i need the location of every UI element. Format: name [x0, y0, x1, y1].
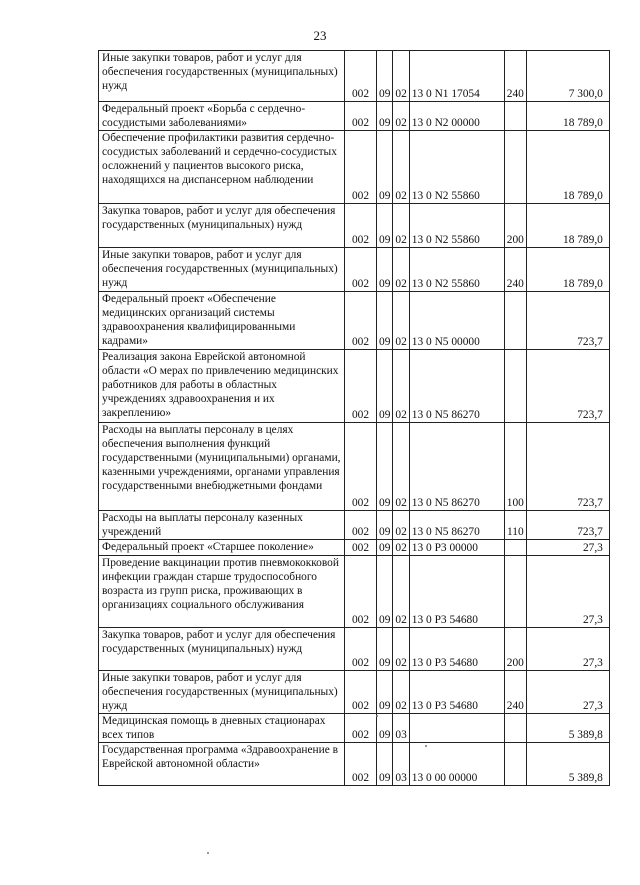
- expense-type-cell: [504, 131, 526, 204]
- section-code-cell: 09: [377, 292, 393, 350]
- section-code-cell: 09: [377, 671, 393, 714]
- subsection-code-cell: 03: [393, 743, 409, 786]
- target-article-cell: 13 0 P3 00000: [409, 540, 504, 556]
- table-row: [99, 628, 610, 671]
- expense-type-cell: [504, 292, 526, 350]
- table-row: [99, 423, 610, 511]
- expense-type-cell: [504, 350, 526, 423]
- subsection-code-cell: 02: [393, 131, 409, 204]
- target-article-cell: 13 0 00 00000: [409, 743, 504, 786]
- amount-cell: 27,3: [526, 671, 609, 714]
- target-article-cell: 13 0 P3 54680: [409, 556, 504, 628]
- amount-cell: 723,7: [526, 292, 609, 350]
- subsection-code-cell: 02: [393, 540, 409, 556]
- target-article-cell: [409, 714, 504, 743]
- expense-type-cell: [504, 102, 526, 131]
- amount-cell: 18 789,0: [526, 204, 609, 248]
- page-number: 23: [313, 28, 327, 43]
- section-code-cell: 09: [377, 204, 393, 248]
- subsection-code-cell: 02: [393, 248, 409, 292]
- scan-speck: [425, 745, 427, 747]
- department-code-cell: 002: [345, 292, 377, 350]
- department-code-cell: 002: [345, 714, 377, 743]
- section-code-cell: 09: [377, 248, 393, 292]
- department-code-cell: 002: [345, 671, 377, 714]
- expense-name-cell: Проведение вакцинации против пневмококковой инфекции граждан старше трудоспособного возраста из групп риска, проживающих в организациях социального обслуживания: [99, 556, 345, 628]
- department-code-cell: 002: [345, 350, 377, 423]
- target-article-cell: 13 0 N2 55860: [409, 131, 504, 204]
- expense-type-cell: 200: [504, 628, 526, 671]
- expense-name-cell: Федеральный проект «Борьба с сердечно-сосудистыми заболеваниями»: [99, 102, 345, 131]
- expense-type-cell: [504, 540, 526, 556]
- subsection-code-cell: 02: [393, 204, 409, 248]
- subsection-code-cell: 02: [393, 628, 409, 671]
- subsection-code-cell: 02: [393, 102, 409, 131]
- expense-type-cell: 100: [504, 423, 526, 511]
- expense-name-cell: Реализация закона Еврейской автономной области «О мерах по привлечению медицинских работников для работы в областных учреждениях здравоохранения и их закреплению»: [99, 350, 345, 423]
- target-article-cell: 13 0 N1 17054: [409, 51, 504, 102]
- department-code-cell: 002: [345, 423, 377, 511]
- subsection-code-cell: 02: [393, 671, 409, 714]
- expense-name-cell: Закупка товаров, работ и услуг для обеспечения государственных (муниципальных) нужд: [99, 628, 345, 671]
- table-row: [99, 556, 610, 628]
- amount-cell: 27,3: [526, 540, 609, 556]
- department-code-cell: 002: [345, 540, 377, 556]
- expense-name-cell: Иные закупки товаров, работ и услуг для обеспечения государственных (муниципальных) нужд: [99, 671, 345, 714]
- expense-type-cell: 200: [504, 204, 526, 248]
- target-article-cell: 13 0 N2 00000: [409, 102, 504, 131]
- amount-cell: 18 789,0: [526, 248, 609, 292]
- section-code-cell: 09: [377, 131, 393, 204]
- table-row: [99, 540, 610, 556]
- department-code-cell: 002: [345, 628, 377, 671]
- department-code-cell: 002: [345, 131, 377, 204]
- target-article-cell: 13 0 N2 55860: [409, 248, 504, 292]
- section-code-cell: 09: [377, 540, 393, 556]
- department-code-cell: 002: [345, 248, 377, 292]
- section-code-cell: 09: [377, 350, 393, 423]
- table-row: [99, 204, 610, 248]
- section-code-cell: 09: [377, 51, 393, 102]
- amount-cell: 27,3: [526, 628, 609, 671]
- amount-cell: 18 789,0: [526, 102, 609, 131]
- expense-name-cell: Федеральный проект «Старшее поколение»: [99, 540, 345, 556]
- subsection-code-cell: 02: [393, 556, 409, 628]
- expense-name-cell: Государственная программа «Здравоохранение в Еврейской автономной области»: [99, 743, 345, 786]
- section-code-cell: 09: [377, 423, 393, 511]
- expense-name-cell: Иные закупки товаров, работ и услуг для обеспечения государственных (муниципальных) нужд: [99, 248, 345, 292]
- expense-type-cell: 240: [504, 671, 526, 714]
- amount-cell: 5 389,8: [526, 743, 609, 786]
- expense-name-cell: Обеспечение профилактики развития сердечно-сосудистых заболеваний и сердечно-сосудистых осложнений у пациентов высокого риска, находящихся на диспансерном наблюдении: [99, 131, 345, 204]
- amount-cell: 723,7: [526, 511, 609, 540]
- expense-name-cell: Закупка товаров, работ и услуг для обеспечения государственных (муниципальных) нужд: [99, 204, 345, 248]
- table-row: [99, 350, 610, 423]
- table-row: [99, 714, 610, 743]
- expense-type-cell: [504, 743, 526, 786]
- section-code-cell: 09: [377, 102, 393, 131]
- subsection-code-cell: 02: [393, 350, 409, 423]
- expense-type-cell: 240: [504, 248, 526, 292]
- budget-table: [98, 50, 610, 786]
- table-row: [99, 511, 610, 540]
- table-row: [99, 102, 610, 131]
- amount-cell: 18 789,0: [526, 131, 609, 204]
- amount-cell: 7 300,0: [526, 51, 609, 102]
- table-row: [99, 131, 610, 204]
- expense-type-cell: [504, 714, 526, 743]
- expense-type-cell: 240: [504, 51, 526, 102]
- section-code-cell: 09: [377, 556, 393, 628]
- scan-speck: [376, 715, 378, 717]
- target-article-cell: 13 0 N5 00000: [409, 292, 504, 350]
- subsection-code-cell: 03: [393, 714, 409, 743]
- table-row: [99, 292, 610, 350]
- department-code-cell: 002: [345, 743, 377, 786]
- expense-name-cell: Расходы на выплаты персоналу в целях обеспечения выполнения функций государственными (муниципальными) органами, казенными учреждениями, органами управления государственными внебюджетными фондами: [99, 423, 345, 511]
- expense-name-cell: Федеральный проект «Обеспечение медицинских организаций системы здравоохранения квалифицированными кадрами»: [99, 292, 345, 350]
- department-code-cell: 002: [345, 102, 377, 131]
- table-row: [99, 743, 610, 786]
- subsection-code-cell: 02: [393, 511, 409, 540]
- scan-speck: [207, 852, 209, 854]
- table-row: [99, 248, 610, 292]
- table-row: [99, 51, 610, 102]
- subsection-code-cell: 02: [393, 292, 409, 350]
- department-code-cell: 002: [345, 511, 377, 540]
- amount-cell: 27,3: [526, 556, 609, 628]
- expense-name-cell: Расходы на выплаты персоналу казенных учреждений: [99, 511, 345, 540]
- amount-cell: 723,7: [526, 350, 609, 423]
- target-article-cell: 13 0 N5 86270: [409, 423, 504, 511]
- department-code-cell: 002: [345, 51, 377, 102]
- subsection-code-cell: 02: [393, 51, 409, 102]
- amount-cell: 723,7: [526, 423, 609, 511]
- section-code-cell: 09: [377, 714, 393, 743]
- expense-name-cell: Медицинская помощь в дневных стационарах всех типов: [99, 714, 345, 743]
- section-code-cell: 09: [377, 628, 393, 671]
- department-code-cell: 002: [345, 556, 377, 628]
- target-article-cell: 13 0 P3 54680: [409, 628, 504, 671]
- table-row: [99, 671, 610, 714]
- target-article-cell: 13 0 P3 54680: [409, 671, 504, 714]
- expense-type-cell: [504, 556, 526, 628]
- section-code-cell: 09: [377, 743, 393, 786]
- expense-name-cell: Иные закупки товаров, работ и услуг для обеспечения государственных (муниципальных) нужд: [99, 51, 345, 102]
- amount-cell: 5 389,8: [526, 714, 609, 743]
- expense-type-cell: 110: [504, 511, 526, 540]
- target-article-cell: 13 0 N2 55860: [409, 204, 504, 248]
- target-article-cell: 13 0 N5 86270: [409, 511, 504, 540]
- target-article-cell: 13 0 N5 86270: [409, 350, 504, 423]
- subsection-code-cell: 02: [393, 423, 409, 511]
- department-code-cell: 002: [345, 204, 377, 248]
- section-code-cell: 09: [377, 511, 393, 540]
